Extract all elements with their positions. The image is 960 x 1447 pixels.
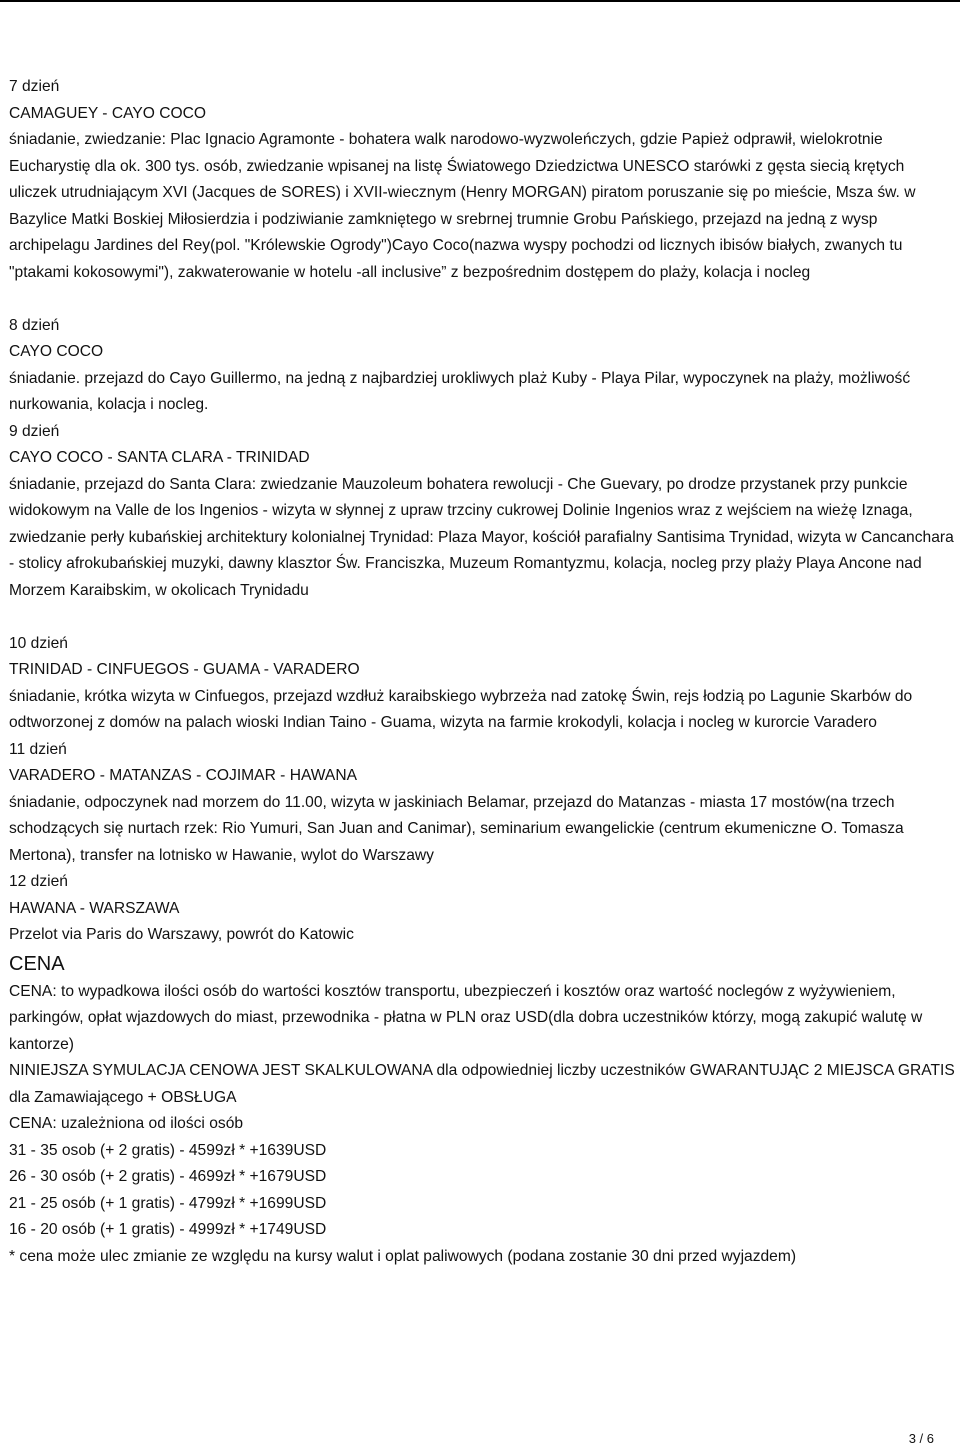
- price-description: CENA: to wypadkowa ilości osób do wartości kosztów transportu, ubezpieczeń i kosztów oraz wartość noclegów z wyżywieniem, parkingów, opłat wjazdowych do miast, przewodnika - płatna w PLN oraz USD(dla dobra uczestników którzy, mogą zakupić walutę w kantorze): [9, 982, 923, 1053]
- day-description: śniadanie, odpoczynek nad morzem do 11.00, wizyta w jaskiniach Belamar, przejazd do Matanzas - miasta 17 mostów(na trzech schodzących się nurtach rzek: Rio Yumuri, San Juan and Canimar), seminarium ewangelickie (centrum ekumeniczne O. Tomasza Mertona), transfer na lotnisko w Hawanie, wylot do Warszawy: [9, 793, 904, 864]
- day-description: śniadanie, zwiedzanie: Plac Ignacio Agramonte - bohatera walk narodowo-wyzwoleńczych, gdzie Papież odprawił, wielokrotnie Eucharystię dla ok. 300 tys. osób, zwiedzanie wpisanej na listę Światowego Dziedzictwa UNESCO starówki z gęsta siecią krętych uliczek utrudniającym XVI (Jacques de SORES) i XVII-wiecznym (Henry MORGAN) piratom poruszanie się po mieście, Msza św. w Bazylice Matki Boskiej Miłosierdzia i podziwianie zamkniętego w srebrnej trumnie Grobu Pańskiego, przejazd na jedną z wysp archipelagu Jardines del Rey(pol. "Królewskie Ogrody")Cayo Coco(nazwa wyspy pochodzi od licznych ibisów białych, zwanych tu "ptakami kokosowymi"), zakwaterowanie w hotelu -all inclusive” z bezpośrednim dostępem do plaży, kolacja i nocleg: [9, 131, 916, 281]
- document-content: [9, 74, 955, 1270]
- day-11-section: [9, 737, 955, 870]
- spacer: [9, 604, 955, 631]
- day-label: 9 dzień: [9, 422, 60, 440]
- day-route: VARADERO - MATANZAS - COJIMAR - HAWANA: [9, 767, 357, 784]
- price-depends-label: CENA: uzależniona od ilości osób: [9, 1115, 244, 1132]
- price-row: 21 - 25 osób (+ 1 gratis) - 4799zł * +1699USD: [9, 1194, 327, 1212]
- day-route: TRINIDAD - CINFUEGOS - GUAMA - VARADERO: [9, 661, 360, 678]
- day-route: HAWANA - WARSZAWA: [9, 899, 180, 917]
- day-label: 7 dzień: [9, 78, 60, 95]
- price-simulation-note: NINIEJSZA SYMULACJA CENOWA JEST SKALKULOWANA dla odpowiedniej liczby uczestników GWARANTUJĄC 2 MIEJSCA GRATIS dla Zamawiającego + OBSŁUGA: [9, 1062, 955, 1106]
- day-label: 11 dzień: [9, 740, 67, 758]
- page-number: 3 / 6: [908, 1431, 934, 1446]
- price-section: [9, 949, 955, 1271]
- day-description: Przelot via Paris do Warszawy, powrót do Katowic: [9, 926, 354, 943]
- price-row: 31 - 35 osob (+ 2 gratis) - 4599zł * +1639USD: [9, 1141, 327, 1159]
- day-9-section: [9, 419, 955, 605]
- price-footnote: * cena może ulec zmianie ze względu na kursy walut i oplat paliwowych (podana zostanie 30 dni przed wyjazdem): [9, 1247, 797, 1265]
- spacer: [9, 286, 955, 313]
- day-route: CAMAGUEY - CAYO COCO: [9, 104, 206, 122]
- day-description: śniadanie. przejazd do Cayo Guillermo, na jedną z najbardziej urokliwych plaż Kuby - Playa Pilar, wypoczynek na plaży, możliwość nurkowania, kolacja i nocleg.: [9, 369, 911, 413]
- day-12-section: [9, 869, 955, 949]
- top-border-line: [0, 0, 960, 2]
- day-route: CAYO COCO: [9, 343, 104, 360]
- day-label: 12 dzień: [9, 873, 68, 890]
- day-route: CAYO COCO - SANTA CLARA - TRINIDAD: [9, 449, 310, 466]
- day-8-section: [9, 313, 955, 419]
- day-label: 8 dzień: [9, 316, 60, 334]
- price-row: 16 - 20 osób (+ 1 gratis) - 4999zł * +1749USD: [9, 1221, 327, 1238]
- day-description: śniadanie, krótka wizyta w Cinfuegos, przejazd wzdłuż karaibskiego wybrzeża nad zatokę Świn, rejs łodzią po Lagunie Skarbów do odtworzonej z domów na palach wioski Indian Taino - Guama, wizyta na farmie krokodyli, kolacja i nocleg w kurorcie Varadero: [9, 687, 913, 731]
- price-row: 26 - 30 osób (+ 2 gratis) - 4699zł * +1679USD: [9, 1168, 327, 1185]
- price-heading: CENA: [9, 952, 65, 975]
- day-description: śniadanie, przejazd do Santa Clara: zwiedzanie Mauzoleum bohatera rewolucji - Che Guevary, po drodze przystanek przy punkcie widokowym na Valle de los Ingenios - wizyta w słynnej z upraw trzciny cukrowej Dolinie Ingenios wraz z wejściem na wieżę Iznaga, zwiedzanie perły kubańskiej architektury kolonialnej Trynidad: Plaza Mayor, kościół parafialny Santisima Trynidad, wizyta w Cancanchara - stolicy afrokubańskiej muzyki, dawny klasztor Św. Franciszka, Muzeum Romantyzmu, kolacja, nocleg przy plaży Playa Ancone nad Morzem Karaibskim, w okolicach Trynidadu: [9, 475, 954, 599]
- day-label: 10 dzień: [9, 634, 68, 652]
- day-7-section: [9, 74, 955, 286]
- day-10-section: [9, 631, 955, 737]
